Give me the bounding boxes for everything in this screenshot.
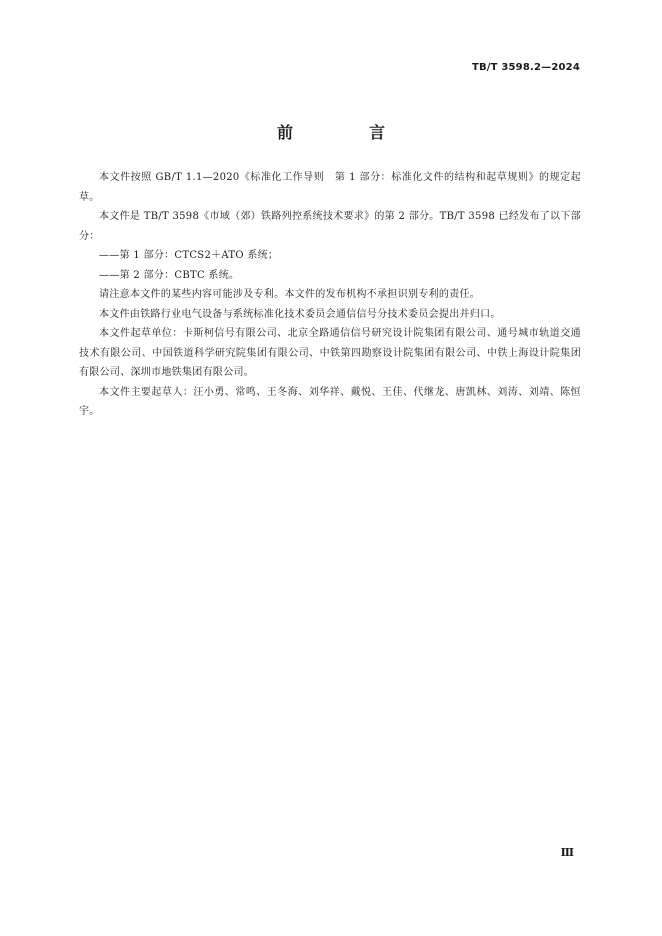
paragraph-document-part: 本文件是 TB/T 3598《市域（郊）铁路列控系统技术要求》的第 2 部分。TB/T 3598 已经发布了以下部分： [79, 211, 581, 242]
list-item-part-2: ——第 2 部分：CBTC 系统。 [99, 269, 240, 281]
list-item-part-1: ——第 1 部分：CTCS2＋ATO 系统； [99, 250, 279, 261]
foreword-body [79, 168, 581, 422]
paragraph-drafting-organizations: 本文件起草单位：卡斯柯信号有限公司、北京全路通信信号研究设计院集团有限公司、通号城市轨道交通技术有限公司、中国铁道科学研究院集团有限公司、中铁第四勘察设计院集团有限公司、中铁上海设计院集团有限公司、深圳市地铁集团有限公司。 [79, 328, 581, 378]
page-number: Ⅲ [560, 846, 574, 859]
paragraph-drafting-rules: 本文件按照 GB/T 1.1—2020《标准化工作导则 第 1 部分：标准化文件的结构和起草规则》的规定起草。 [79, 172, 581, 203]
paragraph-proposer: 本文件由铁路行业电气设备与系统标准化技术委员会通信信号分技术委员会提出并归口。 [99, 308, 501, 320]
paragraph-drafters: 本文件主要起草人：汪小勇、常鸣、王冬海、刘华祥、戴悦、王佳、代继龙、唐凯林、刘涛、刘靖、陈恒宇。 [79, 386, 581, 417]
paragraph-patent-notice: 请注意本文件的某些内容可能涉及专利。本文件的发布机构不承担识别专利的责任。 [99, 289, 481, 300]
page-title: 前 言 [276, 123, 415, 142]
document-code: TB/T 3598.2—2024 [471, 62, 580, 73]
